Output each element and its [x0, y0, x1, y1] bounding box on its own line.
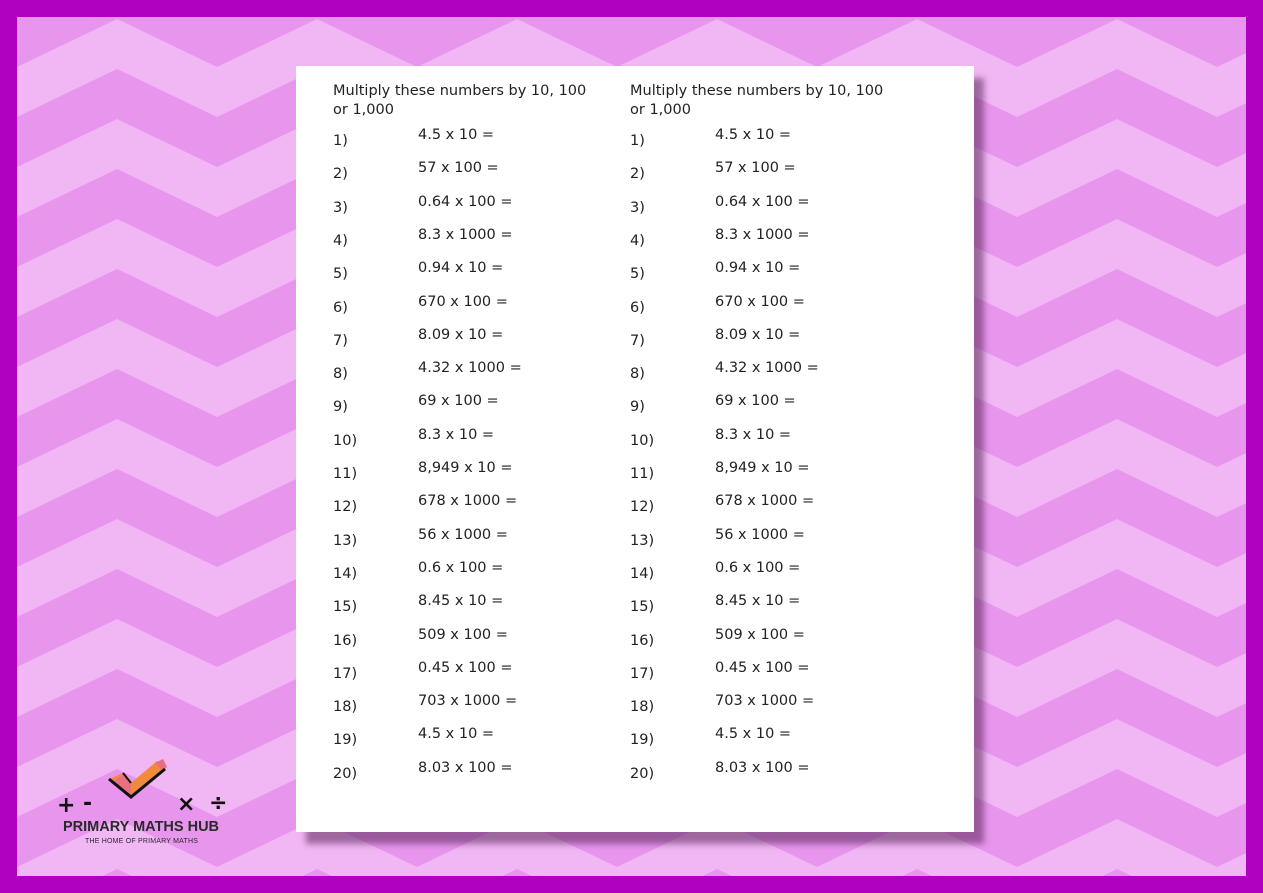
- problem-number: 19): [333, 732, 358, 749]
- problem-expression: 0.6 x 100 =: [715, 559, 801, 576]
- problem-row: [630, 560, 920, 580]
- problem-row: [333, 294, 623, 314]
- problem-row: [630, 227, 920, 247]
- problem-row: [333, 227, 623, 247]
- problem-expression: 8.03 x 100 =: [418, 759, 513, 776]
- problem-number: 5): [333, 266, 348, 283]
- problem-number: 6): [333, 299, 348, 316]
- problem-row: [630, 360, 920, 383]
- problem-number: 4): [630, 232, 645, 249]
- problem-row: [630, 593, 920, 616]
- problem-expression: 8.45 x 10 =: [715, 593, 801, 610]
- problem-expression: 8.3 x 1000 =: [418, 226, 513, 243]
- problem-expression: 4.5 x 10 =: [418, 127, 495, 143]
- problem-expression: 56 x 1000 =: [715, 526, 805, 543]
- problem-row: [333, 327, 623, 347]
- problem-row: [630, 660, 920, 680]
- problem-number: 1): [333, 133, 348, 149]
- problem-expression: 8.3 x 10 =: [715, 426, 792, 443]
- problem-expression: 0.45 x 100 =: [418, 659, 513, 676]
- problem-number: 17): [333, 665, 358, 682]
- checkmark-pencil-icon: [105, 759, 167, 803]
- problem-row: [333, 160, 623, 183]
- problem-row: [630, 294, 920, 314]
- brand-tagline: THE HOME OF PRIMARY MATHS: [85, 838, 199, 845]
- problem-expression: 57 x 100 =: [418, 160, 499, 177]
- problem-row: [630, 493, 920, 516]
- problem-expression: 8.3 x 10 =: [418, 426, 495, 443]
- problem-row: [333, 427, 623, 447]
- problem-row: [630, 160, 920, 183]
- problem-expression: 0.45 x 100 =: [715, 659, 810, 676]
- problem-row: [333, 493, 623, 516]
- problem-row: [333, 660, 623, 680]
- problem-expression: 678 x 1000 =: [418, 493, 518, 510]
- problem-expression: 0.94 x 10 =: [418, 260, 504, 277]
- problem-row: [333, 360, 623, 383]
- worksheet-instructions: Multiply these numbers by 10, 100 or 1,000: [333, 83, 587, 118]
- problem-number: 1): [630, 133, 645, 149]
- problem-number: 5): [630, 266, 645, 283]
- problem-number: 8): [333, 366, 348, 383]
- problem-number: 14): [630, 565, 655, 582]
- problem-row: [333, 627, 623, 647]
- problem-number: 18): [630, 699, 655, 716]
- problem-expression: 56 x 1000 =: [418, 526, 508, 543]
- problem-row: [630, 393, 920, 416]
- problem-row: [630, 460, 920, 480]
- problem-row: [630, 627, 920, 647]
- minus-sign: -: [83, 791, 93, 816]
- problem-expression: 69 x 100 =: [715, 393, 796, 410]
- problem-row: [630, 427, 920, 447]
- problem-number: 14): [333, 565, 358, 582]
- problem-number: 2): [333, 166, 348, 183]
- problem-number: 15): [630, 599, 655, 616]
- problem-number: 10): [630, 432, 655, 449]
- times-sign: ×: [177, 792, 196, 817]
- problem-number: 11): [333, 466, 358, 482]
- problem-number: 10): [333, 432, 358, 449]
- problem-row: [630, 127, 920, 147]
- worksheet-instructions: Multiply these numbers by 10, 100 or 1,000: [630, 83, 884, 118]
- problem-expression: 4.32 x 1000 =: [715, 360, 819, 377]
- problem-number: 8): [630, 366, 645, 383]
- problem-expression: 4.5 x 10 =: [715, 726, 792, 743]
- problem-number: 16): [333, 632, 358, 649]
- worksheet-column-left: [333, 82, 623, 782]
- problem-row: [630, 527, 920, 547]
- problem-row: [333, 527, 623, 547]
- problem-expression: 0.6 x 100 =: [418, 559, 504, 576]
- problem-row: [333, 726, 623, 749]
- problem-expression: 0.64 x 100 =: [418, 193, 513, 210]
- brand-name: PRIMARY MATHS HUB: [63, 819, 220, 835]
- problem-expression: 8.03 x 100 =: [715, 759, 810, 776]
- problem-row: [630, 726, 920, 749]
- problem-row: [333, 560, 623, 580]
- problem-number: 3): [630, 199, 645, 216]
- problem-row: [333, 460, 623, 480]
- problem-number: 18): [333, 699, 358, 716]
- problem-number: 13): [630, 532, 655, 549]
- problem-row: [630, 260, 920, 283]
- problem-expression: 670 x 100 =: [715, 293, 805, 310]
- problem-expression: 8.3 x 1000 =: [715, 226, 810, 243]
- problem-expression: 4.5 x 10 =: [418, 726, 495, 743]
- problem-number: 20): [630, 765, 655, 782]
- problem-number: 19): [630, 732, 655, 749]
- problem-row: [333, 693, 623, 716]
- problem-row: [333, 760, 623, 780]
- problem-expression: 4.32 x 1000 =: [418, 360, 522, 377]
- problem-expression: 678 x 1000 =: [715, 493, 815, 510]
- problem-number: 7): [333, 332, 348, 349]
- problem-expression: 703 x 1000 =: [418, 693, 518, 710]
- problem-number: 3): [333, 199, 348, 216]
- problem-number: 13): [333, 532, 358, 549]
- problem-expression: 8,949 x 10 =: [715, 460, 810, 476]
- chevron-background: [17, 17, 1246, 876]
- problem-number: 15): [333, 599, 358, 616]
- worksheet-page: [296, 66, 974, 832]
- problem-expression: 509 x 100 =: [715, 626, 805, 643]
- problem-row: [333, 194, 623, 214]
- problem-number: 9): [333, 399, 348, 416]
- problem-number: 12): [333, 499, 358, 516]
- problem-number: 9): [630, 399, 645, 416]
- problem-expression: 670 x 100 =: [418, 293, 508, 310]
- problem-number: 7): [630, 332, 645, 349]
- problem-row: [630, 693, 920, 716]
- problem-expression: 0.94 x 10 =: [715, 260, 801, 277]
- primary-maths-hub-logo: [55, 765, 245, 855]
- worksheet-column-right: [630, 82, 920, 782]
- problem-expression: 4.5 x 10 =: [715, 127, 792, 143]
- problem-number: 16): [630, 632, 655, 649]
- problem-row: [333, 127, 623, 147]
- problem-row: [333, 260, 623, 283]
- problem-number: 12): [630, 499, 655, 516]
- plus-sign: +: [57, 793, 76, 818]
- problem-number: 4): [333, 232, 348, 249]
- problem-row: [630, 194, 920, 214]
- problem-number: 17): [630, 665, 655, 682]
- problem-expression: 8.45 x 10 =: [418, 593, 504, 610]
- problem-expression: 57 x 100 =: [715, 160, 796, 177]
- divide-sign: ÷: [209, 791, 228, 816]
- problem-expression: 8.09 x 10 =: [715, 326, 801, 343]
- problem-expression: 0.64 x 100 =: [715, 193, 810, 210]
- problem-expression: 69 x 100 =: [418, 393, 499, 410]
- problem-row: [333, 593, 623, 616]
- problem-number: 2): [630, 166, 645, 183]
- problem-expression: 509 x 100 =: [418, 626, 508, 643]
- problem-expression: 8.09 x 10 =: [418, 326, 504, 343]
- problem-expression: 703 x 1000 =: [715, 693, 815, 710]
- problem-number: 6): [630, 299, 645, 316]
- problem-row: [630, 760, 920, 780]
- problem-number: 11): [630, 466, 655, 482]
- problem-row: [333, 393, 623, 416]
- problem-expression: 8,949 x 10 =: [418, 460, 513, 476]
- problem-number: 20): [333, 765, 358, 782]
- problem-row: [630, 327, 920, 347]
